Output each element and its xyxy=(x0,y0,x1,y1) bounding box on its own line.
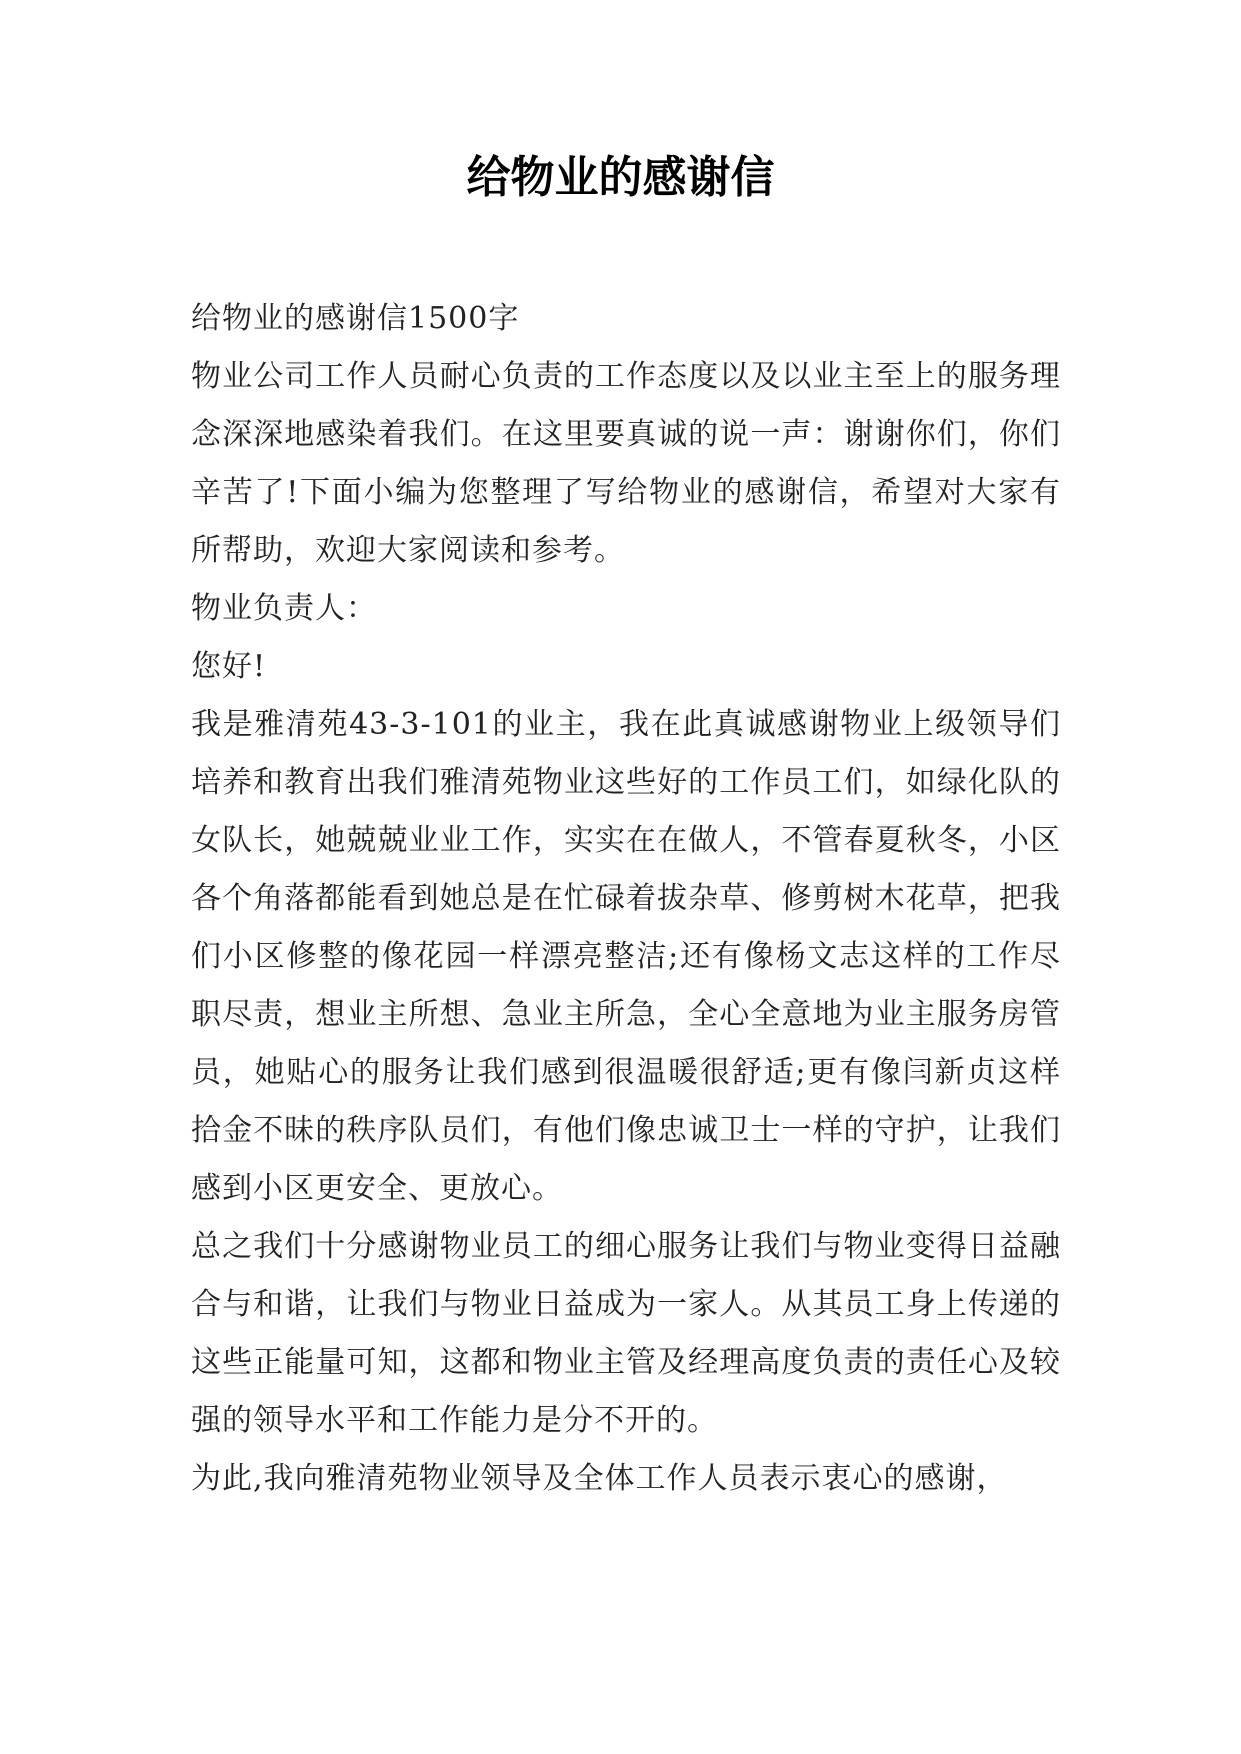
closing-paragraph: 为此,我向雅清苑物业领导及全体工作人员表示衷心的感谢， xyxy=(191,1461,1008,1496)
salutation-paragraph: 物业负责人： xyxy=(191,591,377,626)
body-paragraph: 总之我们十分感谢物业员工的细心服务让我们与物业变得日益融合与和谐，让我们与物业日益成为一家人。从其员工身上传递的这些正能量可知，这都和物业主管及经理高度负责的责任心及较强的领导水平和工作能力是分不开的。 xyxy=(191,1229,1061,1438)
subtitle-paragraph: 给物业的感谢信1500字 xyxy=(191,301,520,336)
intro-paragraph: 物业公司工作人员耐心负责的工作态度以及以业主至上的服务理念深深地感染着我们。在这里要真诚的说一声：谢谢你们，你们辛苦了!下面小编为您整理了写给物业的感谢信，希望对大家有所帮助，欢迎大家阅读和参考。 xyxy=(191,359,1061,568)
document-title: 给物业的感谢信 xyxy=(466,152,775,203)
document-body xyxy=(191,290,1061,1508)
body-paragraph: 我是雅清苑43-3-101的业主，我在此真诚感谢物业上级领导们培养和教育出我们雅清苑物业这些好的工作员工们，如绿化队的女队长，她兢兢业业工作，实实在在做人，不管春夏秋冬，小区各个角落都能看到她总是在忙碌着拔杂草、修剪树木花草，把我们小区修整的像花园一样漂亮整洁;还有像杨文志这样的工作尽职尽责，想业主所想、急业主所急，全心全意地为业主服务房管员，她贴心的服务让我们感到很温暖很舒适;更有像闫新贞这样拾金不昧的秩序队员们，有他们像忠诚卫士一样的守护，让我们感到小区更安全、更放心。 xyxy=(191,707,1061,1206)
greeting-paragraph: 您好! xyxy=(191,649,267,684)
